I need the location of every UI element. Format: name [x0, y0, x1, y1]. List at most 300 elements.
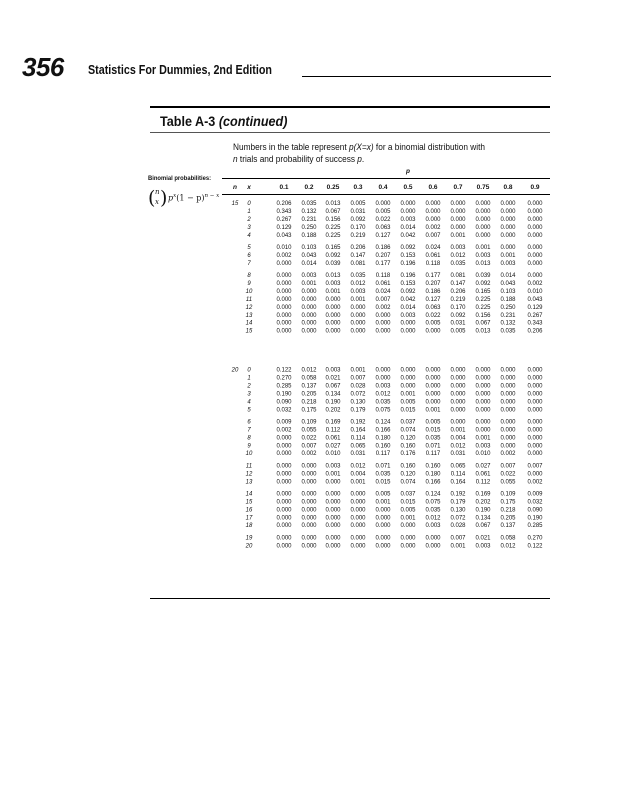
- table-cell: 0.000: [450, 399, 466, 406]
- table-cell: 0.001: [475, 435, 491, 442]
- table-cell: 0.127: [375, 232, 391, 239]
- table-cell: 0.000: [450, 383, 466, 390]
- table-cell: 0.000: [425, 367, 441, 374]
- table-cell: 0.000: [475, 232, 491, 239]
- table-cell: 0.043: [527, 296, 543, 303]
- table-cell: 0.042: [400, 296, 416, 303]
- table-cell: 0.000: [325, 523, 341, 530]
- table-cell: 0.207: [425, 280, 441, 287]
- table-cell: 0.012: [450, 443, 466, 450]
- table-cell: 0.000: [527, 471, 543, 478]
- table-cell: 0.012: [350, 463, 366, 470]
- table-cell: 0.037: [400, 491, 416, 498]
- table-cell: 0.000: [500, 383, 516, 390]
- table-cell: 0.137: [301, 383, 317, 390]
- table-cell: 0.343: [276, 208, 292, 215]
- row-x-label: 1: [247, 208, 251, 215]
- table-cell: 0.090: [276, 399, 292, 406]
- table-cell: 0.010: [475, 451, 491, 458]
- table-cell: 0.013: [325, 273, 341, 279]
- table-cell: 0.190: [475, 507, 491, 514]
- table-cell: 0.000: [400, 208, 416, 215]
- table-cell: 0.000: [375, 523, 391, 530]
- table-cell: 0.067: [325, 208, 341, 215]
- table-cell: 0.009: [276, 419, 292, 426]
- table-cell: 0.003: [475, 443, 491, 450]
- table-cell: 0.127: [425, 296, 441, 303]
- table-cell: 0.065: [350, 443, 366, 450]
- table-cell: 0.001: [400, 391, 416, 398]
- table-cell: 0.000: [400, 320, 416, 327]
- table-cell: 0.014: [301, 260, 317, 267]
- table-cell: 0.024: [375, 288, 391, 295]
- table-cell: 0.000: [350, 507, 366, 514]
- row-x-label: 11: [245, 463, 253, 470]
- table-cell: 0.000: [325, 499, 341, 506]
- table-cell: 0.186: [425, 288, 441, 295]
- table-cell: 0.092: [475, 280, 491, 287]
- table-cell: 0.000: [450, 419, 466, 426]
- table-cell: 0.000: [325, 479, 341, 486]
- table-cell: 0.005: [350, 201, 366, 207]
- table-cell: 0.001: [475, 244, 491, 251]
- table-cell: 0.164: [350, 427, 366, 434]
- table-cell: 0.007: [375, 296, 391, 303]
- table-cell: 0.160: [375, 443, 391, 450]
- formula-x: x: [155, 198, 159, 206]
- table-cell: 0.001: [450, 543, 466, 550]
- table-cell: 0.137: [500, 523, 516, 530]
- table-cell: 0.225: [325, 224, 341, 231]
- table-cell: 0.000: [301, 463, 317, 470]
- table-cell: 0.250: [500, 304, 516, 311]
- table-cell: 0.000: [350, 515, 366, 522]
- row-x-label: 10: [245, 288, 253, 295]
- table-cell: 0.031: [450, 451, 466, 458]
- caption-prefix: Numbers in the table represent: [233, 142, 349, 152]
- table-cell: 0.032: [527, 499, 543, 506]
- table-cell: 0.000: [375, 535, 391, 542]
- table-cell: 0.012: [350, 280, 366, 287]
- column-header-p-0.3: 0.3: [353, 184, 363, 191]
- table-cell: 0.035: [375, 471, 391, 478]
- row-x-label: 9: [247, 443, 251, 450]
- table-cell: 0.000: [301, 543, 317, 550]
- table-cell: 0.071: [425, 443, 441, 450]
- table-cell: 0.000: [475, 216, 491, 223]
- table-cell: 0.071: [375, 463, 391, 470]
- table-cell: 0.202: [475, 499, 491, 506]
- row-x-label: 17: [245, 515, 253, 522]
- table-cell: 0.129: [527, 304, 543, 311]
- binomial-probabilities-label: Binomial probabilities:: [148, 175, 212, 182]
- table-cell: 0.000: [400, 201, 416, 207]
- table-cell: 0.000: [375, 201, 391, 207]
- table-cell: 0.165: [325, 244, 341, 251]
- row-x-label: 5: [247, 244, 251, 251]
- table-cell: 0.156: [475, 312, 491, 319]
- table-cell: 0.005: [400, 507, 416, 514]
- caption-middle: for a binomial distribution with: [373, 142, 485, 152]
- table-cell: 0.003: [450, 244, 466, 251]
- table-cell: 0.072: [350, 391, 366, 398]
- table-cell: 0.000: [301, 312, 317, 319]
- table-cell: 0.000: [425, 375, 441, 382]
- table-cell: 0.000: [500, 224, 516, 231]
- table-cell: 0.207: [375, 252, 391, 259]
- table-cell: 0.043: [500, 280, 516, 287]
- table-cell: 0.035: [350, 273, 366, 279]
- table-cell: 0.219: [450, 296, 466, 303]
- table-cell: 0.013: [475, 328, 491, 335]
- table-cell: 0.000: [350, 312, 366, 319]
- row-x-label: 2: [247, 216, 251, 223]
- table-cell: 0.130: [350, 399, 366, 406]
- table-cell: 0.000: [500, 244, 516, 251]
- table-cell: 0.000: [527, 201, 543, 207]
- row-x-label: 6: [247, 252, 251, 259]
- table-cell: 0.000: [301, 479, 317, 486]
- table-cell: 0.000: [450, 407, 466, 414]
- table-cell: 0.000: [276, 435, 292, 442]
- table-cell: 0.130: [450, 507, 466, 514]
- table-cell: 0.001: [450, 232, 466, 239]
- table-cell: 0.000: [400, 367, 416, 374]
- table-cell: 0.000: [527, 451, 543, 458]
- table-cell: 0.013: [325, 201, 341, 207]
- table-cell: 0.035: [375, 399, 391, 406]
- table-cell: 0.000: [276, 288, 292, 295]
- row-x-label: 6: [247, 419, 251, 426]
- table-cell: 0.012: [425, 515, 441, 522]
- table-cell: 0.061: [375, 280, 391, 287]
- table-cell: 0.032: [276, 407, 292, 414]
- table-cell: 0.000: [475, 367, 491, 374]
- table-cell: 0.007: [425, 232, 441, 239]
- table-cell: 0.003: [325, 463, 341, 470]
- table-cell: 0.039: [475, 273, 491, 279]
- table-bottom-rule: [150, 598, 550, 599]
- table-cell: 0.000: [276, 304, 292, 311]
- table-cell: 0.190: [527, 515, 543, 522]
- table-cell: 0.000: [276, 328, 292, 335]
- table-cell: 0.000: [500, 367, 516, 374]
- table-cell: 0.000: [375, 328, 391, 335]
- table-cell: 0.134: [475, 515, 491, 522]
- table-cell: 0.031: [350, 208, 366, 215]
- table-cell: 0.000: [500, 375, 516, 382]
- table-cell: 0.124: [375, 419, 391, 426]
- table-cell: 0.003: [425, 523, 441, 530]
- table-cell: 0.002: [527, 280, 543, 287]
- table-cell: 0.000: [350, 328, 366, 335]
- table-cell: 0.179: [350, 407, 366, 414]
- table-cell: 0.000: [325, 312, 341, 319]
- table-cell: 0.000: [425, 399, 441, 406]
- table-cell: 0.000: [425, 216, 441, 223]
- table-cell: 0.000: [527, 273, 543, 279]
- table-cell: 0.166: [425, 479, 441, 486]
- table-cell: 0.147: [450, 280, 466, 287]
- row-x-label: 4: [247, 399, 251, 406]
- table-cell: 0.012: [301, 367, 317, 374]
- table-cell: 0.000: [301, 471, 317, 478]
- table-cell: 0.000: [400, 523, 416, 530]
- table-cell: 0.003: [301, 273, 317, 279]
- table-cell: 0.081: [350, 260, 366, 267]
- table-cell: 0.009: [527, 491, 543, 498]
- column-header-p-0.2: 0.2: [304, 184, 314, 191]
- row-x-label: 15: [245, 499, 253, 506]
- table-cell: 0.270: [527, 535, 543, 542]
- table-cell: 0.180: [375, 435, 391, 442]
- row-x-label: 5: [247, 407, 251, 414]
- table-cell: 0.067: [325, 383, 341, 390]
- table-cell: 0.002: [527, 479, 543, 486]
- row-x-label: 13: [245, 312, 253, 319]
- table-cell: 0.061: [325, 435, 341, 442]
- table-cell: 0.000: [527, 427, 543, 434]
- table-cell: 0.000: [350, 543, 366, 550]
- table-cell: 0.000: [450, 391, 466, 398]
- table-cell: 0.186: [375, 244, 391, 251]
- table-cell: 0.267: [527, 312, 543, 319]
- table-cell: 0.074: [400, 427, 416, 434]
- table-cell: 0.000: [276, 471, 292, 478]
- table-cell: 0.000: [527, 244, 543, 251]
- table-cell: 0.000: [500, 391, 516, 398]
- table-cell: 0.000: [500, 201, 516, 207]
- table-cell: 0.005: [375, 491, 391, 498]
- table-cell: 0.000: [325, 507, 341, 514]
- table-cell: 0.002: [276, 427, 292, 434]
- table-cell: 0.000: [375, 507, 391, 514]
- table-cell: 0.000: [425, 543, 441, 550]
- table-cell: 0.014: [400, 304, 416, 311]
- table-cell: 0.180: [425, 471, 441, 478]
- table-cell: 0.153: [400, 252, 416, 259]
- table-cell: 0.002: [301, 451, 317, 458]
- table-cell: 0.000: [350, 491, 366, 498]
- table-cell: 0.043: [301, 252, 317, 259]
- row-x-label: 1: [247, 375, 251, 382]
- table-cell: 0.000: [350, 523, 366, 530]
- table-cell: 0.000: [350, 320, 366, 327]
- table-cell: 0.003: [500, 260, 516, 267]
- table-cell: 0.000: [276, 507, 292, 514]
- table-cell: 0.003: [400, 312, 416, 319]
- column-header-p-0.6: 0.6: [428, 184, 438, 191]
- table-cell: 0.000: [325, 543, 341, 550]
- table-cell: 0.000: [425, 383, 441, 390]
- table-cell: 0.188: [301, 232, 317, 239]
- table-cell: 0.061: [425, 252, 441, 259]
- row-x-label: 4: [247, 232, 251, 239]
- table-cell: 0.090: [527, 507, 543, 514]
- table-cell: 0.072: [450, 515, 466, 522]
- table-cell: 0.000: [276, 523, 292, 530]
- table-cell: 0.120: [400, 435, 416, 442]
- formula-left-paren: (: [148, 187, 156, 209]
- table-cell: 0.270: [276, 375, 292, 382]
- table-cell: 0.013: [475, 260, 491, 267]
- table-title-suffix: (continued): [218, 113, 288, 129]
- table-cell: 0.103: [500, 288, 516, 295]
- table-cell: 0.000: [301, 304, 317, 311]
- table-cell: 0.001: [450, 427, 466, 434]
- table-cell: 0.000: [425, 208, 441, 215]
- table-cell: 0.175: [500, 499, 516, 506]
- table-cell: 0.010: [325, 451, 341, 458]
- table-cell: 0.000: [500, 208, 516, 215]
- table-cell: 0.206: [450, 288, 466, 295]
- table-cell: 0.010: [527, 288, 543, 295]
- table-cell: 0.001: [301, 280, 317, 287]
- table-cell: 0.021: [325, 375, 341, 382]
- table-cell: 0.012: [375, 391, 391, 398]
- column-header-p-0.1: 0.1: [279, 184, 289, 191]
- table-cell: 0.000: [475, 419, 491, 426]
- table-cell: 0.000: [475, 391, 491, 398]
- row-x-label: 16: [245, 507, 253, 514]
- table-cell: 0.003: [350, 288, 366, 295]
- table-cell: 0.188: [500, 296, 516, 303]
- table-cell: 0.000: [301, 328, 317, 335]
- table-cell: 0.118: [425, 260, 441, 267]
- table-cell: 0.014: [400, 224, 416, 231]
- table-cell: 0.000: [400, 328, 416, 335]
- table-cell: 0.007: [301, 443, 317, 450]
- table-cell: 0.000: [301, 523, 317, 530]
- table-cell: 0.000: [375, 375, 391, 382]
- table-cell: 0.055: [500, 479, 516, 486]
- table-cell: 0.000: [527, 407, 543, 414]
- table-cell: 0.067: [475, 523, 491, 530]
- row-x-label: 3: [247, 224, 251, 231]
- table-cell: 0.000: [475, 201, 491, 207]
- table-cell: 0.007: [350, 375, 366, 382]
- table-cell: 0.037: [400, 419, 416, 426]
- table-cell: 0.063: [425, 304, 441, 311]
- table-cell: 0.092: [400, 288, 416, 295]
- table-cell: 0.218: [301, 399, 317, 406]
- table-cell: 0.267: [276, 216, 292, 223]
- table-cell: 0.000: [375, 312, 391, 319]
- table-cell: 0.000: [301, 507, 317, 514]
- table-cell: 0.175: [301, 407, 317, 414]
- table-cell: 0.000: [325, 296, 341, 303]
- column-header-p-0.7: 0.7: [453, 184, 463, 191]
- table-cell: 0.000: [475, 208, 491, 215]
- table-cell: 0.000: [276, 320, 292, 327]
- column-header-p-0.25: 0.25: [326, 184, 340, 191]
- table-cell: 0.166: [375, 427, 391, 434]
- table-cell: 0.000: [500, 216, 516, 223]
- table-cell: 0.001: [425, 407, 441, 414]
- row-x-label: 11: [245, 296, 253, 303]
- table-cell: 0.103: [301, 244, 317, 251]
- table-cell: 0.022: [425, 312, 441, 319]
- table-cell: 0.058: [500, 535, 516, 542]
- table-cell: 0.205: [301, 391, 317, 398]
- table-cell: 0.000: [375, 543, 391, 550]
- table-cell: 0.170: [350, 224, 366, 231]
- table-cell: 0.031: [350, 451, 366, 458]
- table-cell: 0.000: [527, 208, 543, 215]
- table-cell: 0.000: [527, 260, 543, 267]
- table-cell: 0.231: [500, 312, 516, 319]
- table-cell: 0.014: [500, 273, 516, 279]
- table-cell: 0.160: [425, 463, 441, 470]
- table-cell: 0.169: [475, 491, 491, 498]
- caption-n: n: [233, 154, 238, 164]
- formula-exponent-x: x: [173, 193, 177, 199]
- table-cell: 0.000: [527, 383, 543, 390]
- table-cell: 0.000: [350, 499, 366, 506]
- table-cell: 0.147: [350, 252, 366, 259]
- table-cell: 0.000: [325, 328, 341, 335]
- table-cell: 0.007: [450, 535, 466, 542]
- table-cell: 0.000: [450, 216, 466, 223]
- table-cell: 0.000: [325, 535, 341, 542]
- table-cell: 0.003: [400, 216, 416, 223]
- table-cell: 0.132: [301, 208, 317, 215]
- formula-complement: (1 − p): [176, 193, 205, 203]
- table-cell: 0.001: [350, 479, 366, 486]
- table-cell: 0.042: [400, 232, 416, 239]
- formula-p: p: [168, 193, 174, 203]
- row-x-label: 10: [245, 451, 253, 458]
- table-cell: 0.002: [276, 252, 292, 259]
- table-cell: 0.000: [500, 427, 516, 434]
- table-cell: 0.027: [475, 463, 491, 470]
- table-cell: 0.343: [527, 320, 543, 327]
- table-cell: 0.218: [500, 507, 516, 514]
- table-cell: 0.000: [325, 304, 341, 311]
- table-cell: 0.001: [325, 288, 341, 295]
- caption-end: .: [361, 154, 365, 164]
- column-header-p-0.8: 0.8: [503, 184, 513, 191]
- formula-n: n: [155, 188, 160, 196]
- table-cell: 0.000: [527, 391, 543, 398]
- table-cell: 0.160: [400, 463, 416, 470]
- table-cell: 0.092: [350, 216, 366, 223]
- row-x-label: 0: [247, 367, 251, 374]
- table-cell: 0.176: [400, 451, 416, 458]
- table-cell: 0.000: [375, 515, 391, 522]
- table-cell: 0.225: [475, 296, 491, 303]
- book-title: Statistics For Dummies, 2nd Edition: [88, 63, 272, 77]
- table-cell: 0.000: [301, 296, 317, 303]
- table-cell: 0.021: [475, 535, 491, 542]
- table-cell: 0.003: [325, 367, 341, 374]
- table-cell: 0.169: [325, 419, 341, 426]
- column-header-p-0.4: 0.4: [378, 184, 388, 191]
- table-cell: 0.039: [325, 260, 341, 267]
- table-cell: 0.156: [325, 216, 341, 223]
- table-cell: 0.001: [325, 471, 341, 478]
- table-cell: 0.196: [400, 273, 416, 279]
- table-cell: 0.190: [325, 399, 341, 406]
- page-number: 356: [22, 52, 64, 82]
- table-cell: 0.109: [301, 419, 317, 426]
- table-cell: 0.022: [375, 216, 391, 223]
- table-cell: 0.015: [400, 407, 416, 414]
- table-cell: 0.000: [301, 515, 317, 522]
- row-x-label: 8: [247, 273, 251, 279]
- table-cell: 0.010: [276, 244, 292, 251]
- column-header-p-0.9: 0.9: [530, 184, 540, 191]
